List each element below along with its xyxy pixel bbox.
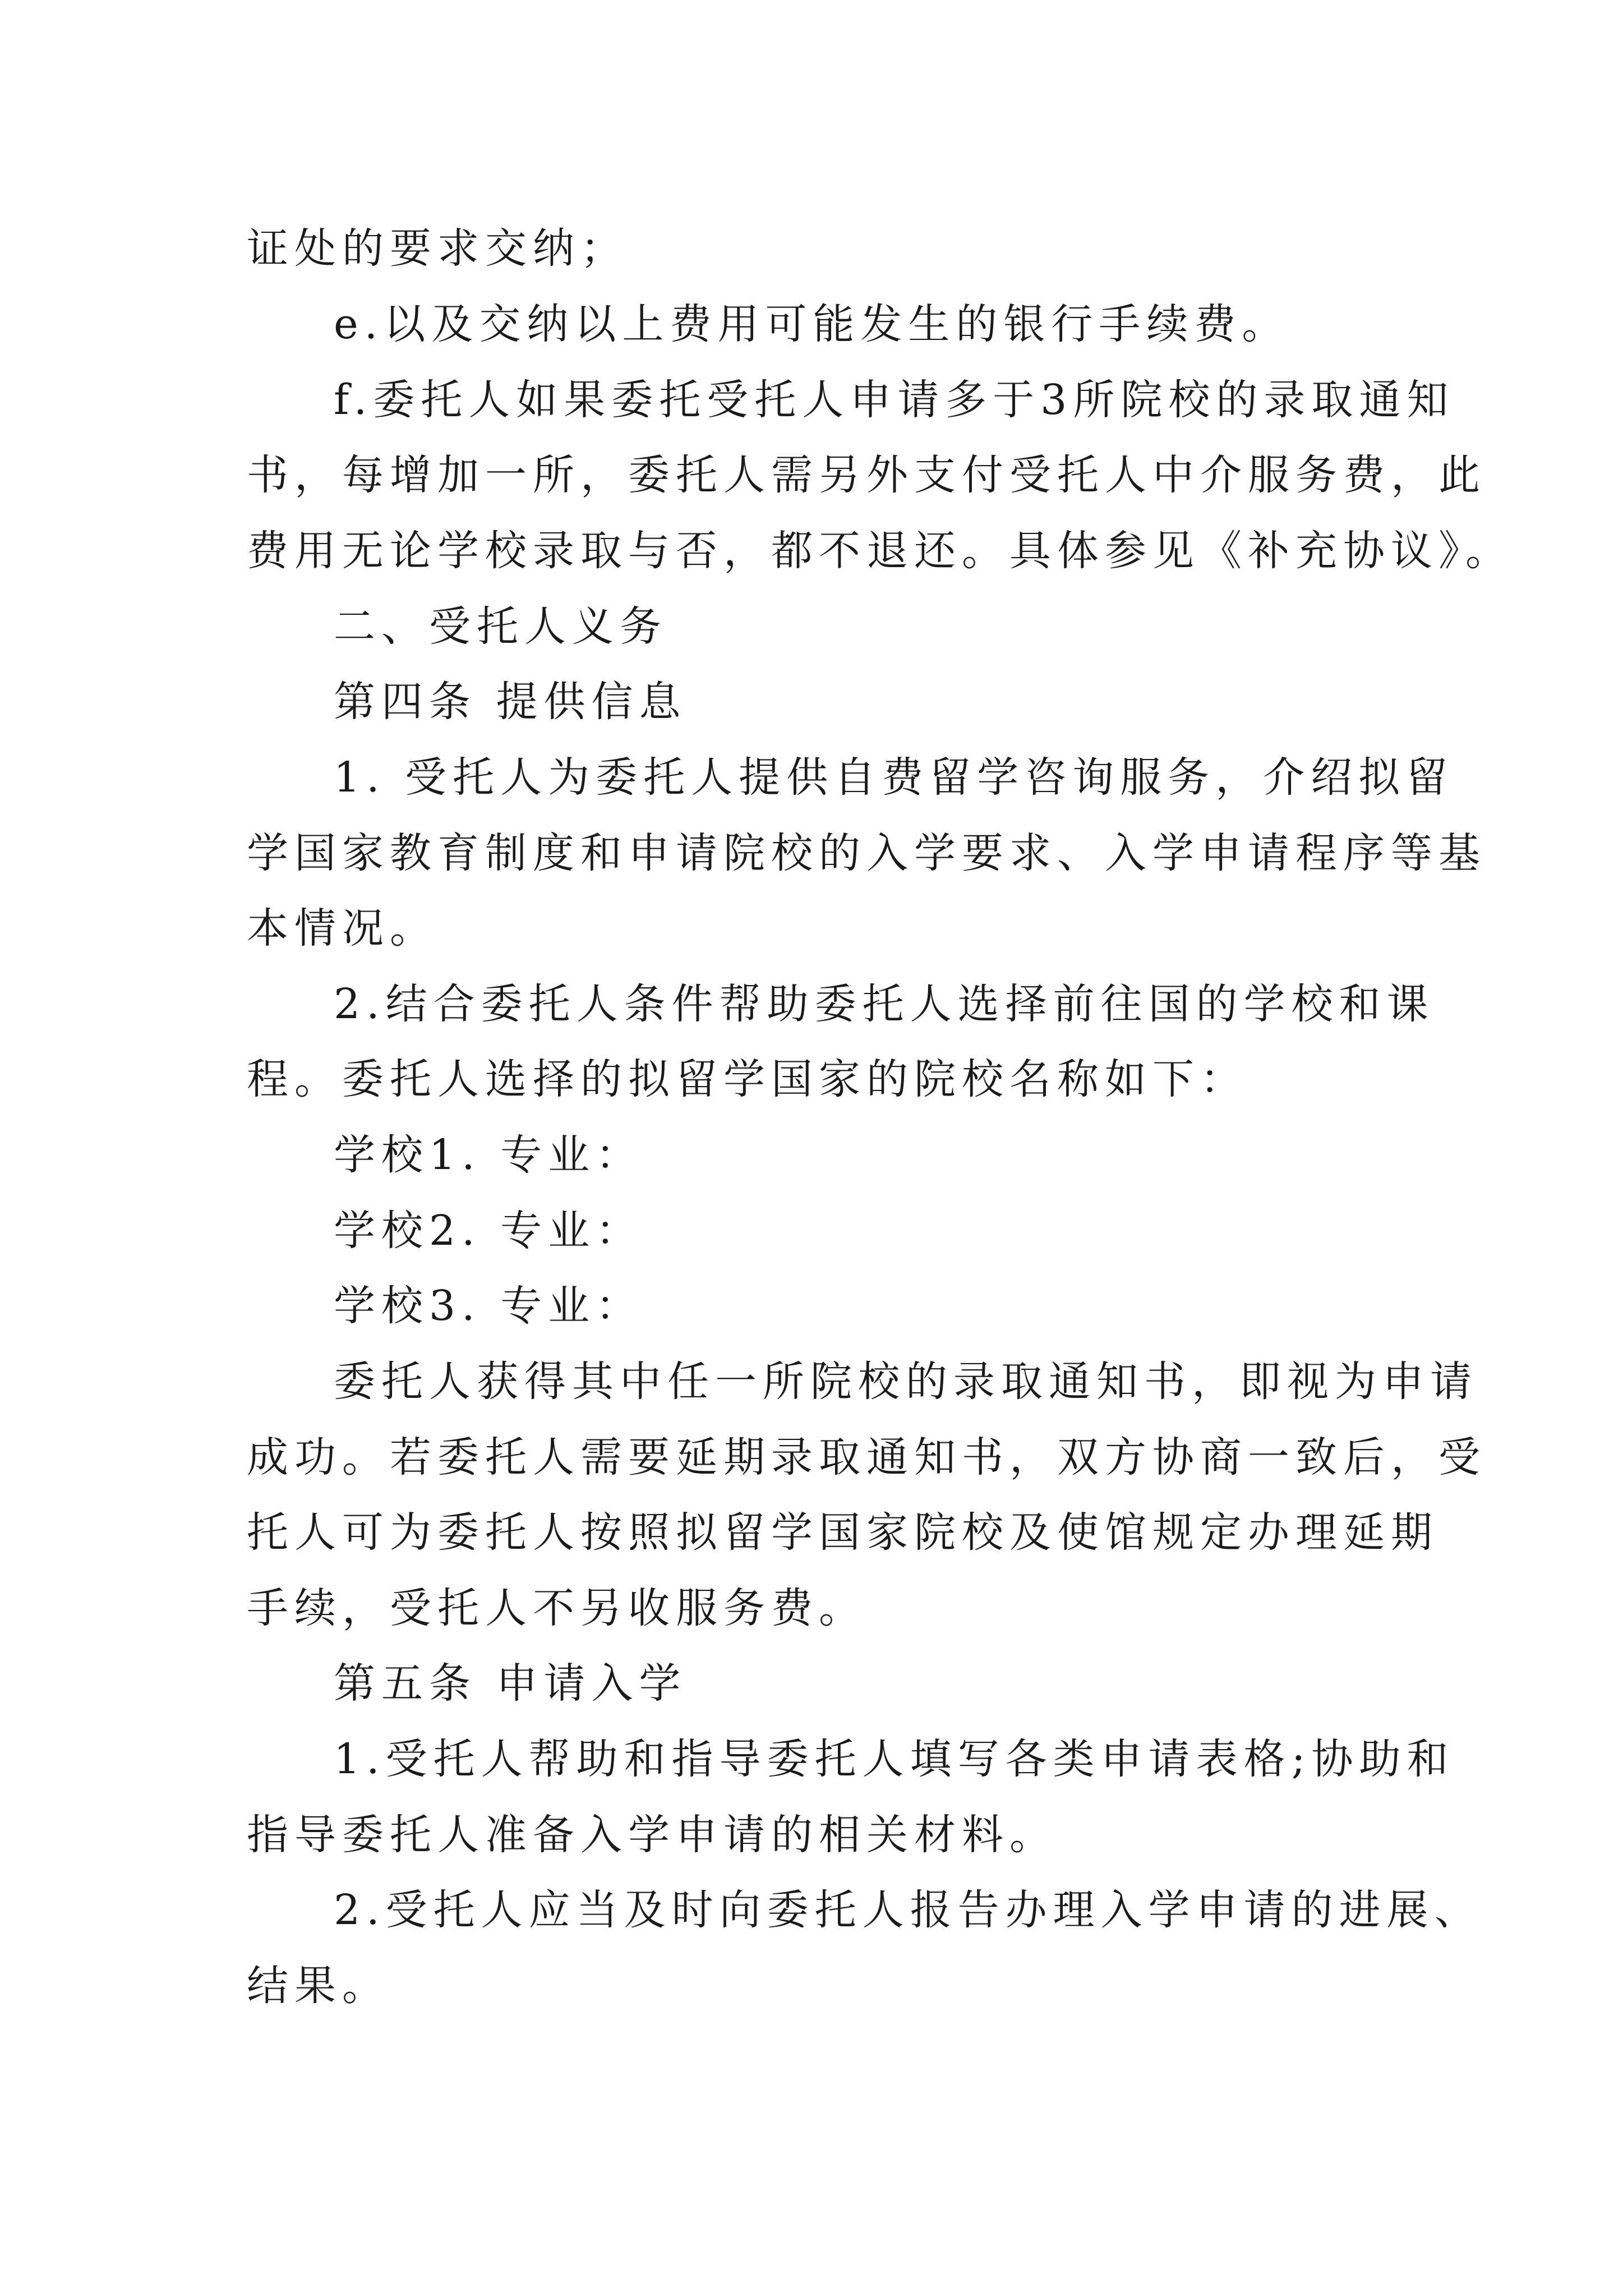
text-line: 1.受托人帮助和指导委托人填写各类申请表格;协助和 [334, 1735, 1455, 1783]
text-line: f.委托人如果委托受托人申请多于3所院校的录取通知 [334, 376, 1455, 424]
text-line: 手续，受托人不另收服务费。 [247, 1584, 866, 1632]
article-heading: 第四条 提供信息 [334, 678, 687, 726]
text-line: 证处的要求交纳； [247, 224, 628, 273]
text-line: 书，每增加一所，委托人需另外支付受托人中介服务费，此 [247, 451, 1486, 499]
article-heading: 第五条 申请入学 [334, 1659, 687, 1708]
school-line: 学校3. 专业： [334, 1282, 644, 1330]
text-line: 结果。 [247, 1962, 390, 2010]
text-line: 程。委托人选择的拟留学国家的院校名称如下： [247, 1055, 1248, 1103]
text-line: 2.受托人应当及时向委托人报告办理入学申请的进展、 [334, 1886, 1482, 1934]
text-line: 1. 受托人为委托人提供自费留学咨询服务，介绍拟留 [334, 753, 1454, 802]
school-line: 学校2. 专业： [334, 1207, 644, 1255]
text-line: 本情况。 [247, 904, 437, 953]
text-line: 费用无论学校录取与否，都不退还。具体参见《补充协议》。 [247, 527, 1513, 575]
text-line: 成功。若委托人需要延期录取通知书，双方协商一致后，受 [247, 1433, 1486, 1481]
text-line: 托人可为委托人按照拟留学国家院校及使馆规定办理延期 [247, 1508, 1438, 1557]
section-heading: 二、受托人义务 [334, 602, 667, 651]
text-line: 2.结合委托人条件帮助委托人选择前往国的学校和课 [334, 980, 1435, 1028]
school-line: 学校1. 专业： [334, 1131, 644, 1179]
text-line: 委托人获得其中任一所院校的录取通知书，即视为申请 [334, 1358, 1478, 1406]
text-line: e.以及交纳以上费用可能发生的银行手续费。 [334, 300, 1290, 348]
text-line: 指导委托人准备入学申请的相关材料。 [247, 1811, 1057, 1859]
text-line: 学国家教育制度和申请院校的入学要求、入学申请程序等基 [247, 829, 1486, 877]
